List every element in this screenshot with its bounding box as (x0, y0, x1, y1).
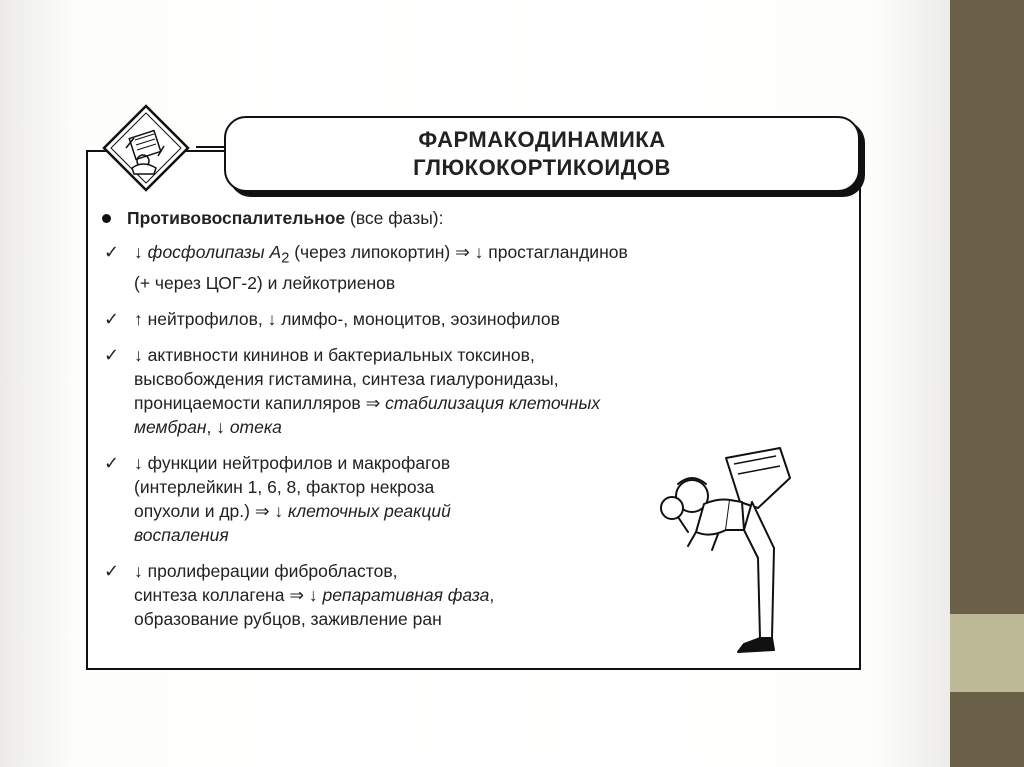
list-item (100, 240, 820, 295)
text-italic: репаративная фаза (322, 584, 490, 605)
text-italic: мембран (134, 416, 207, 437)
connector-line (196, 146, 226, 148)
item-line (134, 240, 820, 271)
checkmark-icon: ✓ (104, 452, 120, 473)
item-line: ↓ функции нейтрофилов и макрофагов (134, 452, 451, 473)
heading-text (127, 206, 444, 230)
text-span: (через липокортин) ⇒ ↓ простагландинов (289, 242, 628, 262)
text-span: ↓ (134, 242, 148, 262)
item-line: ↑ нейтрофилов, ↓ лимфо-, моноцитов, эозинофилов (134, 308, 560, 329)
side-accent-block (950, 614, 1024, 692)
text-italic: стабилизация клеточных (385, 392, 601, 413)
title-line-2: ГЛЮКОКОРТИКОИДОВ (413, 155, 671, 180)
text-span: проницаемости капилляров ⇒ (134, 392, 386, 413)
heading-bold: Противовоспалительное (127, 208, 346, 228)
item-line (134, 391, 820, 415)
item-line: воспаления (134, 524, 229, 545)
checkmark-icon: ✓ (104, 344, 120, 365)
heading-rest: (все фазы): (345, 208, 444, 228)
item-line: (интерлейкин 1, 6, 8, фактор некроза (134, 476, 435, 497)
text-span: синтеза коллагена ⇒ ↓ (134, 584, 323, 605)
item-line: ↓ пролиферации фибробластов, (134, 560, 398, 581)
title-line-1: ФАРМАКОДИНАМИКА (418, 127, 666, 152)
text-italic: клеточных реакций (287, 500, 451, 521)
checkmark-icon: ✓ (104, 560, 120, 581)
text-italic: отека (229, 416, 282, 437)
bullet-dot (102, 214, 111, 223)
text-italic: фосфолипазы А (147, 242, 282, 262)
item-line: образование рубцов, заживление ран (134, 608, 442, 629)
list-item (100, 343, 820, 439)
text-span: опухоли и др.) ⇒ ↓ (134, 500, 288, 521)
man-with-magnifying-glass-illustration (648, 438, 808, 660)
doctor-with-clipboard-icon (102, 104, 190, 192)
subscript: 2 (281, 250, 290, 267)
item-line: (+ через ЦОГ-2) и лейкотриенов (134, 272, 396, 293)
list-item (100, 307, 820, 331)
text-span: , ↓ (206, 416, 230, 437)
heading-row (100, 206, 820, 230)
checkmark-icon: ✓ (104, 308, 120, 329)
item-line: высвобождения гистамина, синтеза гиалуронидазы, (134, 368, 559, 389)
checkmark-icon: ✓ (104, 242, 120, 262)
item-line (134, 415, 820, 439)
title-banner (224, 116, 860, 192)
item-line: ↓ активности кининов и бактериальных токсинов, (134, 344, 535, 365)
text-span: , (489, 584, 495, 605)
